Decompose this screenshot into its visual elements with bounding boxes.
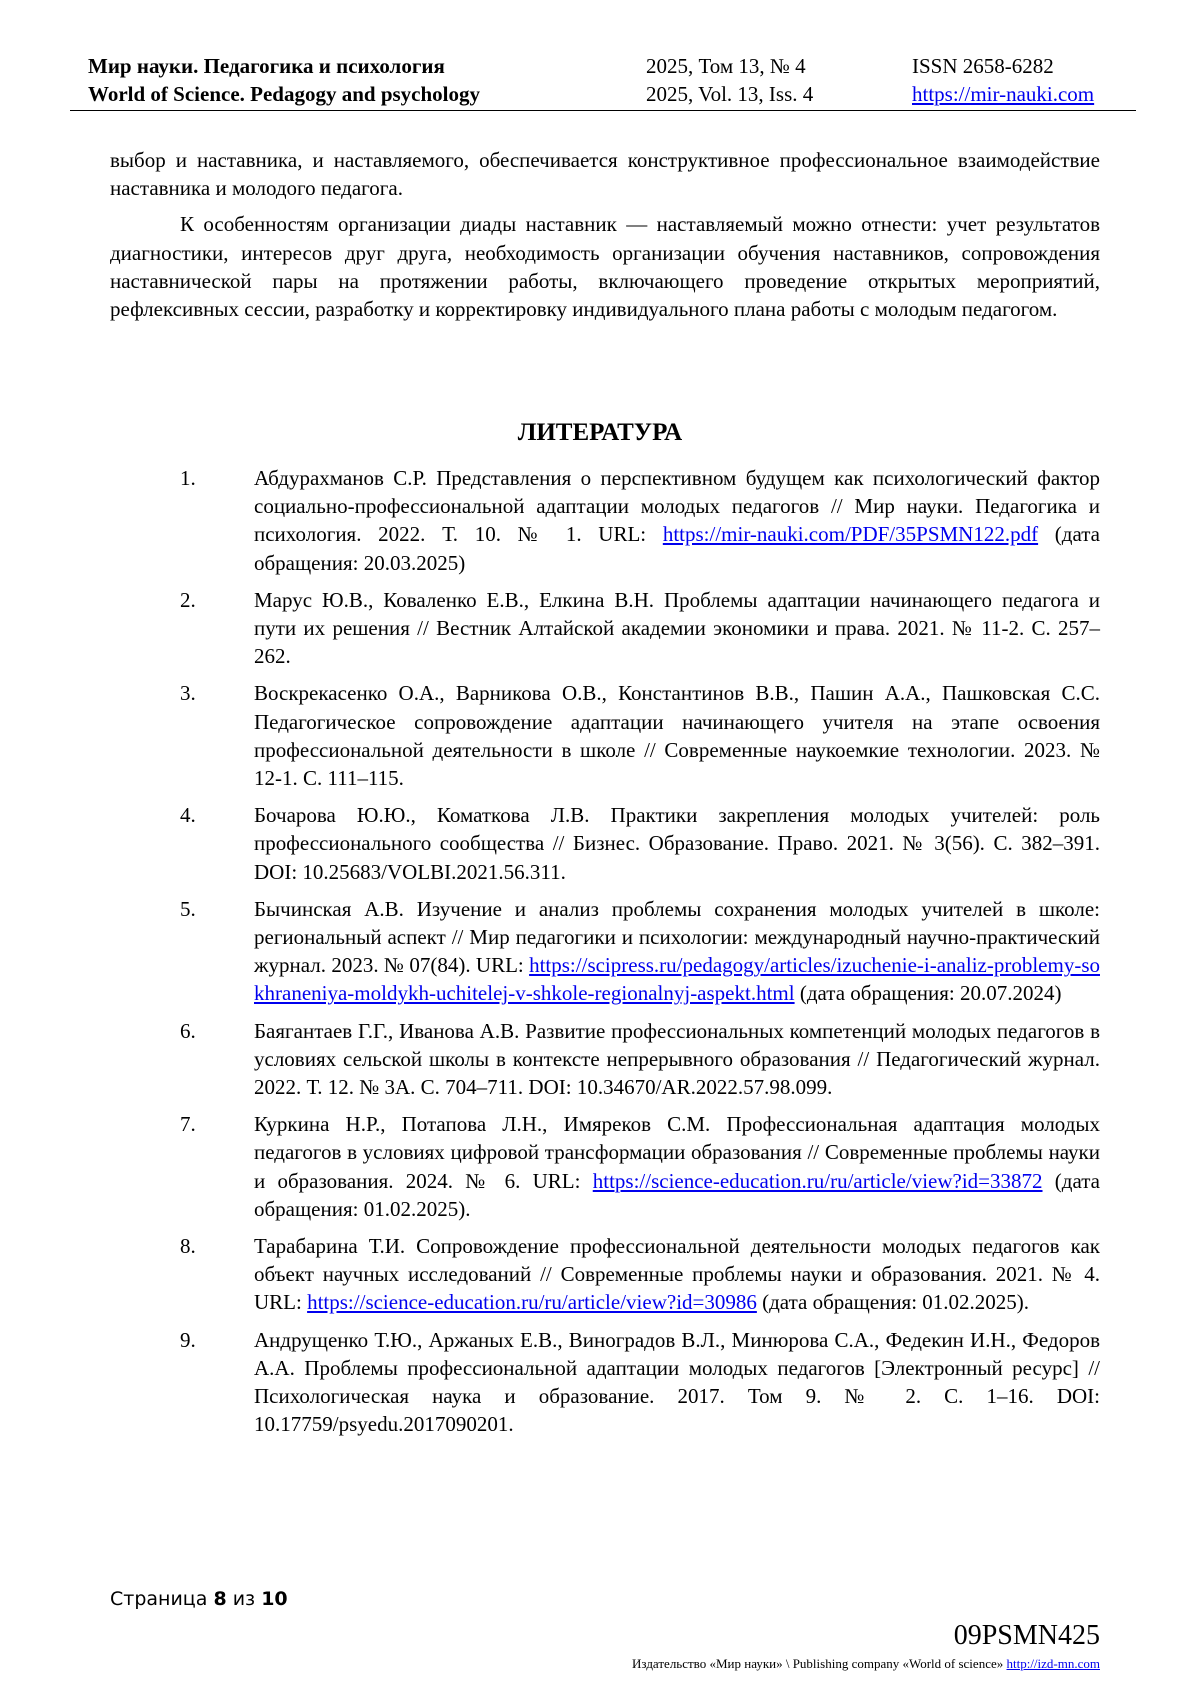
reference-citation: Бочарова Ю.Ю., Коматкова Л.В. Практики закрепления молодых учителей: роль профессионального сообщества // Бизнес. Образование. Право. 2021. № 3(56). С. 382–391. DOI: 10.25683/VOLBI.2021.56.311.: [254, 803, 1100, 884]
reference-number: 9.: [180, 1327, 196, 1352]
reference-number: 7.: [180, 1112, 196, 1137]
reference-access-date: (дата обращения: 20.07.2024): [794, 981, 1062, 1006]
reference-text: [254, 1232, 1100, 1317]
issue-en: 2025, Vol. 13, Iss. 4: [646, 82, 814, 106]
page-number: [110, 1588, 288, 1610]
reference-item: [0, 1232, 1200, 1317]
reference-citation: Бычинская А.В. Изучение и анализ проблемы сохранения молодых учителей в школе: региональный аспект // Мир педагогики и психологии: международный научно-практический журнал. 2023. № 07(84). URL:: [254, 896, 1100, 978]
reference-text: [254, 895, 1100, 1008]
journal-title-block: [88, 52, 480, 108]
journal-title-en: World of Science. Pedagogy and psychology: [88, 82, 481, 106]
publisher-link[interactable]: http://izd-mn.com: [1006, 1656, 1100, 1671]
reference-number: 3.: [180, 681, 196, 706]
reference-number: 5.: [180, 896, 196, 921]
reference-number: 6.: [180, 1018, 196, 1043]
reference-link[interactable]: https://scipress.ru/pedagogy/articles/izuchenie-i-analiz-problemy-sokhraneniya-moldykh-uchitelej-v-shkole-regionalnyj-aspekt.html: [254, 953, 1100, 1006]
reference-text: [254, 1110, 1100, 1223]
reference-citation: Баягантаев Г.Г., Иванова А.В. Развитие профессиональных компетенций молодых педагогов в условиях сельской школы в контексте непрерывного образования // Педагогический журнал. 2022. Т. 12. № 3А. С. 704–711. DOI: 10.34670/AR.2022.57.98.099.: [254, 1018, 1100, 1100]
reference-access-date: (дата обращения: 01.02.2025).: [254, 1168, 1100, 1221]
issue-block: [646, 52, 813, 108]
reference-text: [254, 1326, 1100, 1439]
issn-block: [912, 52, 1094, 108]
reference-citation: Тарабарина Т.И. Сопровождение профессиональной деятельности молодых педагогов как объект научных исследований // Современные проблемы науки и образования. 2021. № 4. URL:: [254, 1234, 1100, 1315]
page-total: 10: [261, 1588, 288, 1610]
body-paragraph: К особенностям организации диады наставник — наставляемый можно отнести: учет результатов диагностики, интересов друг друга, необходимость организации обучения наставников, сопровождения наставнической пары на протяжении работы, включающего проведение открытых мероприятий, рефлексивных сессии, разработку и корректировку индивидуального плана работы с молодым педагогом.: [110, 212, 1100, 322]
reference-citation: Андрущенко Т.Ю., Аржаных Е.В., Виноградов В.Л., Минюрова С.А., Федекин И.Н., Федоров А.А. Проблемы профессиональной адаптации молодых педагогов [Электронный ресурс] // Психологическая наука и образование. 2017. Том 9. № 2. С. 1–16. DOI: 10.17759/psyedu.2017090201.: [254, 1327, 1100, 1437]
reference-text: [254, 464, 1100, 577]
reference-item: [0, 464, 1200, 577]
reference-item: [0, 1326, 1200, 1439]
page-prefix: Страница: [110, 1588, 214, 1610]
reference-link[interactable]: https://science-education.ru/ru/article/view?id=33872: [592, 1168, 1043, 1193]
page-current: 8: [213, 1588, 227, 1610]
reference-number: 2.: [180, 587, 196, 612]
issue-ru: 2025, Том 13, № 4: [646, 54, 806, 78]
reference-text: [254, 679, 1100, 792]
literature-heading: ЛИТЕРАТУРА: [517, 419, 683, 446]
issn: ISSN 2658-6282: [912, 54, 1054, 78]
journal-title-ru: Мир науки. Педагогика и психология: [88, 54, 445, 78]
reference-citation: Воскрекасенко О.А., Варникова О.В., Константинов В.В., Пашин А.А., Пашковская С.С. Педагогическое сопровождение адаптации начинающего учителя на этапе освоения профессиональной деятельности в школе // Современные наукоемкие технологии. 2023. № 12-1. С. 111–115.: [254, 681, 1100, 791]
reference-citation: Абдурахманов С.Р. Представления о перспективном будущем как психологический фактор социально-профессиональной адаптации молодых педагогов // Мир науки. Педагогика и психология. 2022. Т. 10. № 1. URL:: [254, 466, 1100, 547]
reference-item: [0, 1110, 1200, 1223]
article-body: [110, 146, 1100, 331]
reference-item: [0, 1017, 1200, 1102]
reference-item: [0, 895, 1200, 1008]
journal-url-link[interactable]: https://mir-nauki.com: [912, 82, 1095, 106]
reference-citation: Куркина Н.Р., Потапова Л.Н., Имяреков С.М. Профессиональная адаптация молодых педагогов в условиях цифровой трансформации образования // Современные проблемы науки и образования. 2024. № 6. URL:: [254, 1112, 1100, 1193]
publisher-text: Издательство «Мир науки» \ Publishing company «World of science»: [632, 1656, 1007, 1671]
reference-number: 8.: [180, 1234, 196, 1259]
reference-link[interactable]: https://science-education.ru/ru/article/view?id=30986: [307, 1290, 757, 1315]
publisher-line: [632, 1656, 1100, 1672]
reference-access-date: (дата обращения: 20.03.2025): [254, 522, 1100, 575]
reference-item: [0, 679, 1200, 792]
reference-text: [254, 1017, 1100, 1102]
reference-text: [254, 801, 1100, 886]
reference-number: 4.: [180, 803, 196, 828]
page-header: [70, 52, 1136, 111]
article-code: 09PSMN425: [953, 1620, 1100, 1651]
reference-item: [0, 801, 1200, 886]
page-mid: из: [226, 1588, 262, 1610]
reference-list: [0, 464, 1200, 1448]
reference-item: [0, 586, 1200, 671]
reference-link[interactable]: https://mir-nauki.com/PDF/35PSMN122.pdf: [662, 522, 1039, 547]
reference-number: 1.: [180, 466, 196, 490]
body-paragraph: выбор и наставника, и наставляемого, обеспечивается конструктивное профессиональное взаимодействие наставника и молодого педагога.: [110, 148, 1100, 201]
reference-access-date: (дата обращения: 01.02.2025).: [756, 1290, 1030, 1315]
reference-text: [254, 586, 1100, 671]
reference-citation: Марус Ю.В., Коваленко Е.В., Елкина В.Н. Проблемы адаптации начинающего педагога и пути их решения // Вестник Алтайской академии экономики и права. 2021. № 11-2. С. 257–262.: [254, 587, 1100, 669]
